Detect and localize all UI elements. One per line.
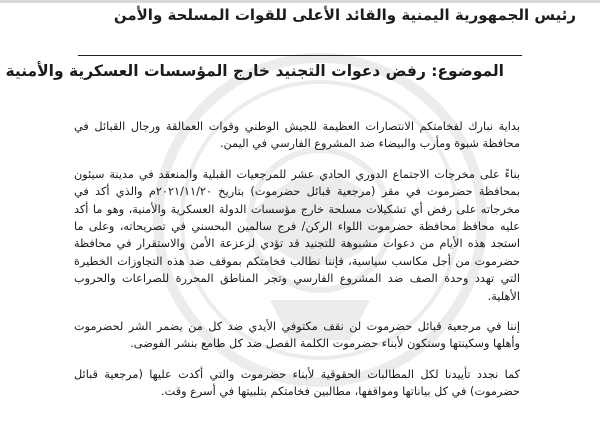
subject-divider	[78, 55, 522, 56]
letter-body	[74, 118, 520, 414]
body-paragraph-2: بناءً على مخرجات الاجتماع الدوري الحادي عشر للمرجعيات القبلية والمنعقد في مدينة سيئون بمحافظة حضرموت في مقر (مرجعية قبائل حضرموت) بتاريخ ٢٠٢١/١١/٢٠م والذي أكد في مخرجاته على رفض أي تشكيلات مسلحة خارج مؤسسات الدولة العسكرية والأمنية، وهو ما أكد عليه محافظ محافظة حضرموت اللواء الركن/ فرج سالمين البحسني في تصريحاته، وعلى ما استجد هذه الأيام من دعوات مشبوهة للتجنيد قد تؤدي لزعزعة الأمن والاستقرار في محافظة حضرموت من أجل مكاسب سياسية، فإننا نطالب فخامتكم بموقف ضد هذه التجاوزات الخطيرة التي تهدد وحدة الصف ضد المشروع الفارسي وتجر المناطق المحررة للصراعات والحروب الأهلية.	[74, 167, 520, 303]
scan-top-edge	[0, 0, 600, 3]
body-paragraph-3: إننا في مرجعية قبائل حضرموت لن نقف مكتوفي الأيدي ضد كل من يضمر الشر لحضرموت وأهلها وسكينتها وسنكون لأبناء حضرموت الكلمة الفصل ضد كل طامع بنشر الفوضى.	[74, 320, 520, 351]
subject-heading: الموضوع: رفض دعوات التجنيد خارج المؤسسات العسكرية والأمنية	[5, 62, 504, 80]
body-paragraph-4: كما نجدد تأييدنا لكل المطالبات الحقوقية لأبناء حضرموت والتي أكدت عليها (مرجعية قبائل حضرموت) في كل بياناتها ومواقفها، مطالبين فخامتكم بتلبيتها في أسرع وقت.	[74, 367, 520, 399]
recipient-heading: رئيس الجمهورية اليمنية والقائد الأعلى للقوات المسلحة والأمن	[113, 6, 576, 24]
body-paragraph-1: بداية نبارك لفخامتكم الانتصارات العظيمة للجيش الوطني وقوات العمالقة ورجال القبائل في محافظة شبوة ومأرب والبيضاء ضد المشروع الفارسي في اليمن.	[74, 120, 520, 151]
